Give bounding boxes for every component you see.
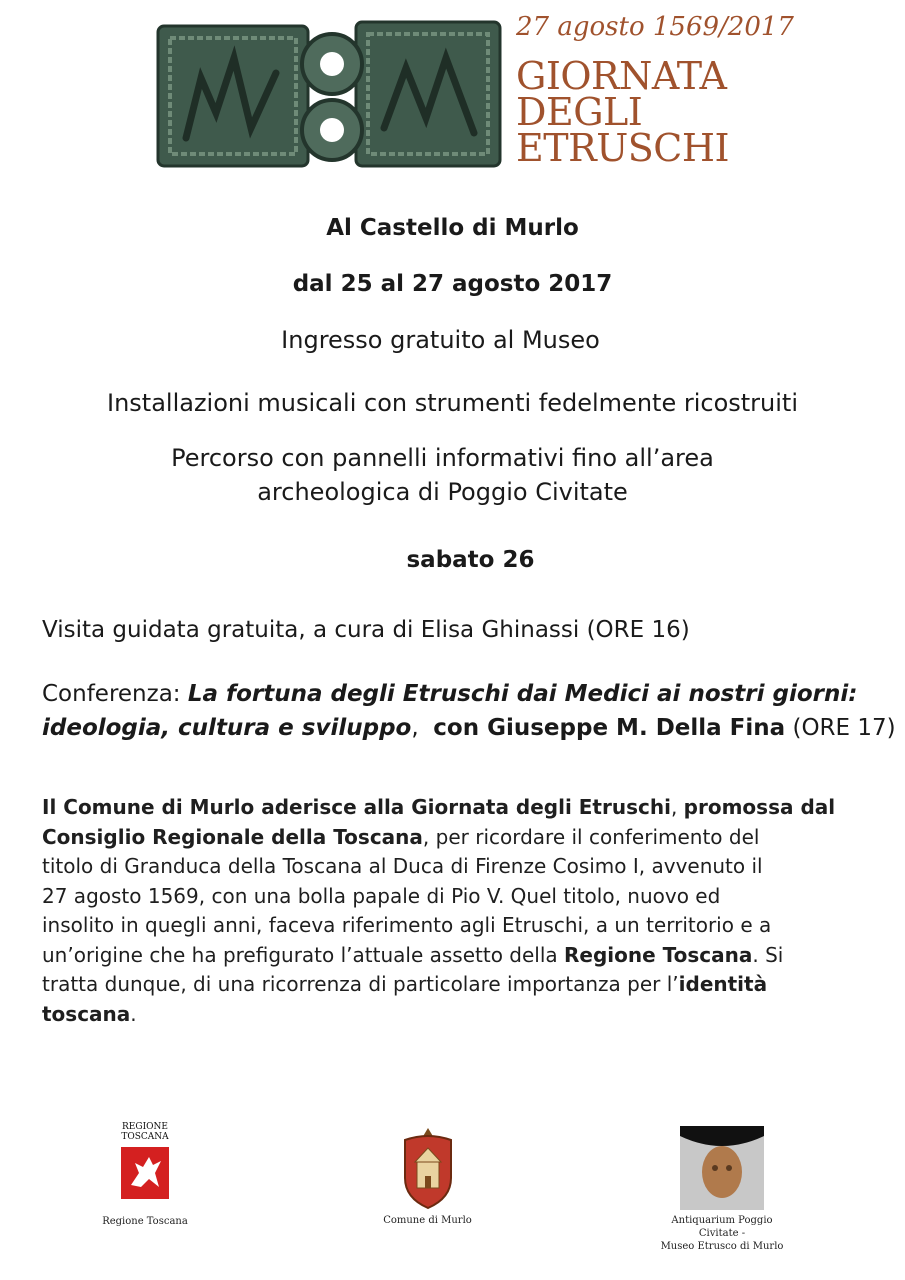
antiquarium-caption	[652, 1214, 792, 1253]
conference-time: (ORE 17)	[785, 715, 896, 741]
para-text: . Si	[752, 942, 784, 967]
comune-murlo-logo	[375, 1128, 480, 1227]
guided-visit: Visita guidata gratuita, a cura di Elisa Ghinassi (ORE 16)	[42, 617, 690, 643]
para-line-5: insolito in quegli anni, faceva riferimento agli Etruschi, a un territorio e a	[42, 913, 772, 937]
header-title-line-2: DEGLI	[516, 90, 643, 134]
event-route-line-1: Percorso con pannelli informativi fino all’area	[171, 444, 714, 472]
conference	[42, 677, 896, 745]
antiquarium-caption-2: Museo Etrusco di Murlo	[660, 1241, 784, 1252]
event-route-line-2: archeologica di Poggio Civitate	[257, 478, 628, 506]
comune-caption: Comune di Murlo	[383, 1215, 472, 1226]
conference-label: Conferenza:	[42, 681, 188, 707]
event-route	[0, 441, 895, 509]
para-bold-regione: Regione Toscana	[564, 942, 753, 967]
conference-title-1: La fortuna degli Etruschi dai Medici ai nostri giorni:	[187, 681, 858, 707]
body-paragraph	[42, 793, 862, 1029]
regione-caption: Regione Toscana	[102, 1216, 188, 1227]
para-bold-toscana: toscana	[42, 1001, 131, 1026]
saturday-heading: sabato 26	[406, 547, 535, 573]
header-title-line-3: ETRUSCHI	[516, 126, 729, 170]
event-dates: dal 25 al 27 agosto 2017	[292, 271, 613, 297]
para-bold-comune: Il Comune di Murlo aderisce alla Giornata degli Etruschi	[42, 795, 671, 819]
regione-logo-text-bottom: TOSCANA	[121, 1132, 169, 1142]
para-line-4: 27 agosto 1569, con una bolla papale di Pio V. Quel titolo, nuovo ed	[42, 883, 721, 908]
para-text: un’origine che ha prefigurato l’attuale assetto della	[42, 942, 565, 967]
para-text: ,	[670, 795, 684, 819]
regione-logo-text-top: REGIONE	[122, 1122, 168, 1132]
event-location: Al Castello di Murlo	[326, 215, 579, 241]
para-bold-consiglio: Consiglio Regionale della Toscana	[42, 824, 423, 849]
antiquarium-logo	[652, 1126, 792, 1253]
conference-line-2	[42, 711, 896, 745]
conference-line-1	[42, 677, 896, 711]
header-date: 27 agosto 1569/2017	[516, 12, 794, 42]
pegasus-icon	[121, 1147, 169, 1199]
para-bold-identita: identità	[678, 972, 768, 996]
header-title	[516, 54, 729, 170]
bronze-plaque-image	[156, 18, 502, 170]
para-bold-promossa: promossa dal	[683, 795, 836, 819]
header-title-line-1: GIORNATA	[516, 54, 727, 98]
para-line-3: titolo di Granduca della Toscana al Duca di Firenze Cosimo I, avvenuto il	[42, 854, 763, 878]
regione-toscana-logo	[95, 1122, 195, 1228]
conference-sep: ,	[411, 715, 434, 741]
coat-of-arms-icon	[397, 1128, 459, 1210]
conference-speaker: con Giuseppe M. Della Fina	[433, 715, 786, 741]
para-text: .	[130, 1001, 137, 1026]
para-text: , per ricordare il conferimento del	[422, 824, 760, 849]
event-item-museum: Ingresso gratuito al Museo	[281, 326, 600, 354]
event-item-installations: Installazioni musicali con strumenti fedelmente ricostruiti	[106, 389, 798, 417]
antiquarium-caption-1: Antiquarium Poggio Civitate -	[671, 1215, 773, 1239]
etruscan-head-icon	[680, 1126, 764, 1210]
conference-title-2: ideologia, cultura e sviluppo	[42, 715, 412, 741]
para-text: tratta dunque, di una ricorrenza di particolare importanza per l’	[42, 972, 679, 996]
